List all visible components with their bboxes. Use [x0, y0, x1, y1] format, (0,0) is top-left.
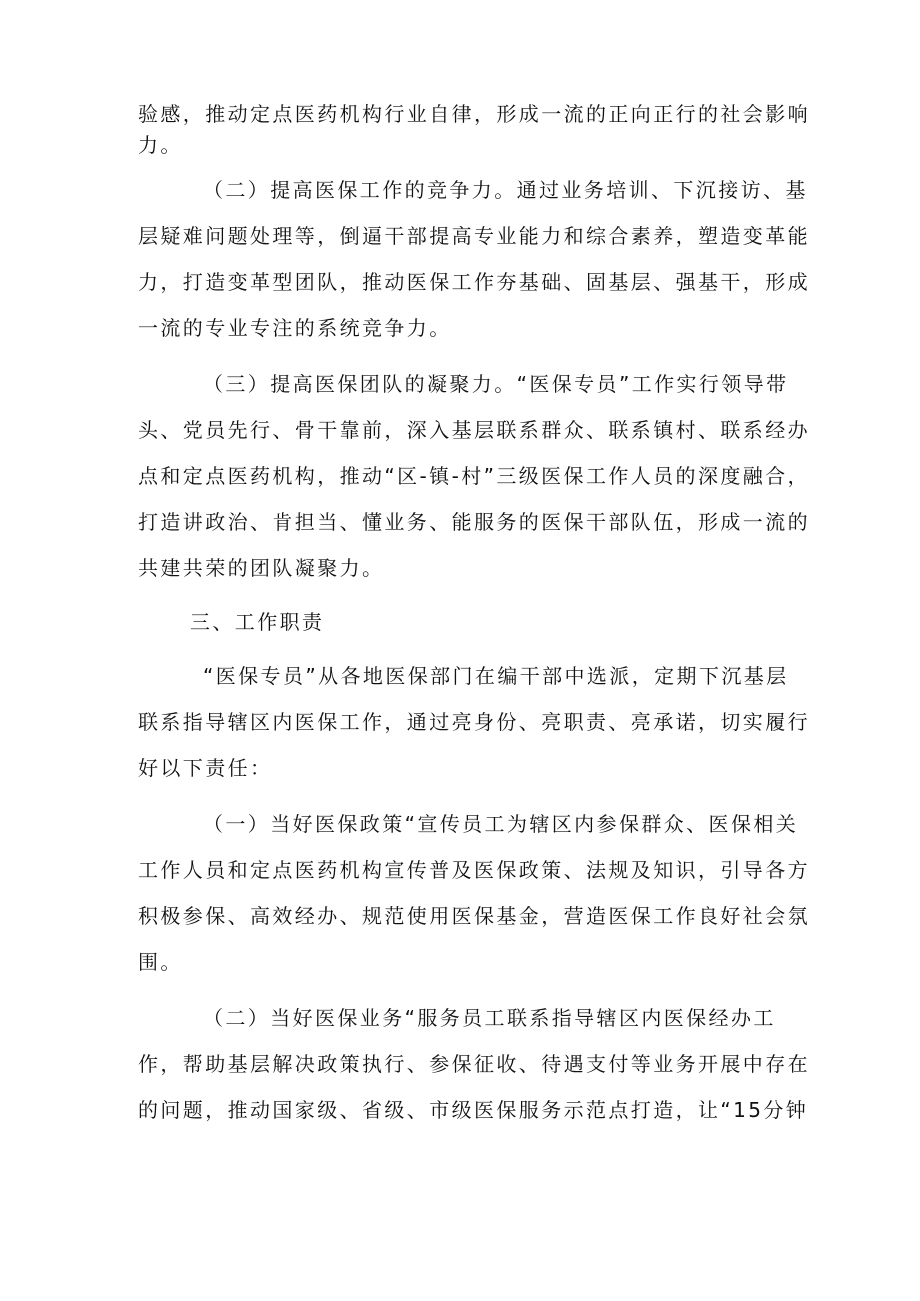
- paragraph-line: 点和定点医药机构，推动“区-镇-村”三级医保工作人员的深度融合，: [138, 464, 810, 488]
- paragraph-line: 力。: [138, 133, 183, 157]
- paragraph-line: “医保专员”从各地医保部门在编干部中选派，定期下沉基层: [203, 664, 789, 688]
- paragraph-line: 联系指导辖区内医保工作，通过亮身份、亮职责、亮承诺，切实履行: [138, 710, 810, 734]
- paragraph-line: 共建共荣的团队凝聚力。: [138, 556, 385, 580]
- paragraph-line: 围。: [138, 950, 183, 974]
- paragraph-line: 积极参保、高效经办、规范使用医保基金，营造医保工作良好社会氛: [138, 904, 810, 928]
- paragraph-line: 打造讲政治、肯担当、懂业务、能服务的医保干部队伍，形成一流的: [138, 510, 810, 534]
- paragraph-line: 一流的专业专注的系统竞争力。: [138, 316, 452, 340]
- paragraph-line: （二）当好医保业务“服务员工联系指导辖区内医保经办工: [203, 1006, 776, 1030]
- paragraph-line: 力，打造变革型团队，推动医保工作夯基础、固基层、强基干，形成: [138, 270, 810, 294]
- paragraph-line: （二）提高医保工作的竞争力。通过业务培训、下沉接访、基: [203, 178, 808, 202]
- paragraph-line: 工作人员和定点医药机构宣传普及医保政策、法规及知识，引导各方: [138, 858, 810, 882]
- paragraph-line: 层疑难问题处理等，倒逼干部提高专业能力和综合素养，塑造变革能: [138, 224, 810, 248]
- paragraph-line: 好以下责任：: [138, 756, 273, 780]
- paragraph-line: 作，帮助基层解决政策执行、参保征收、待遇支付等业务开展中存在: [138, 1052, 810, 1076]
- paragraph-line: （三）提高医保团队的凝聚力。“医保专员”工作实行领导带: [203, 372, 789, 396]
- paragraph-line: 头、党员先行、骨干靠前，深入基层联系群众、联系镇村、联系经办: [138, 418, 810, 442]
- paragraph-line: 的问题，推动国家级、省级、市级医保服务示范点打造，让“15分钟: [138, 1098, 809, 1122]
- paragraph-line: 验感，推动定点医药机构行业自律，形成一流的正向正行的社会影响: [138, 102, 810, 126]
- paragraph-line: （一）当好医保政策“宣传员工为辖区内参保群众、医保相关: [203, 812, 799, 836]
- section-heading: 三、工作职责: [190, 610, 325, 634]
